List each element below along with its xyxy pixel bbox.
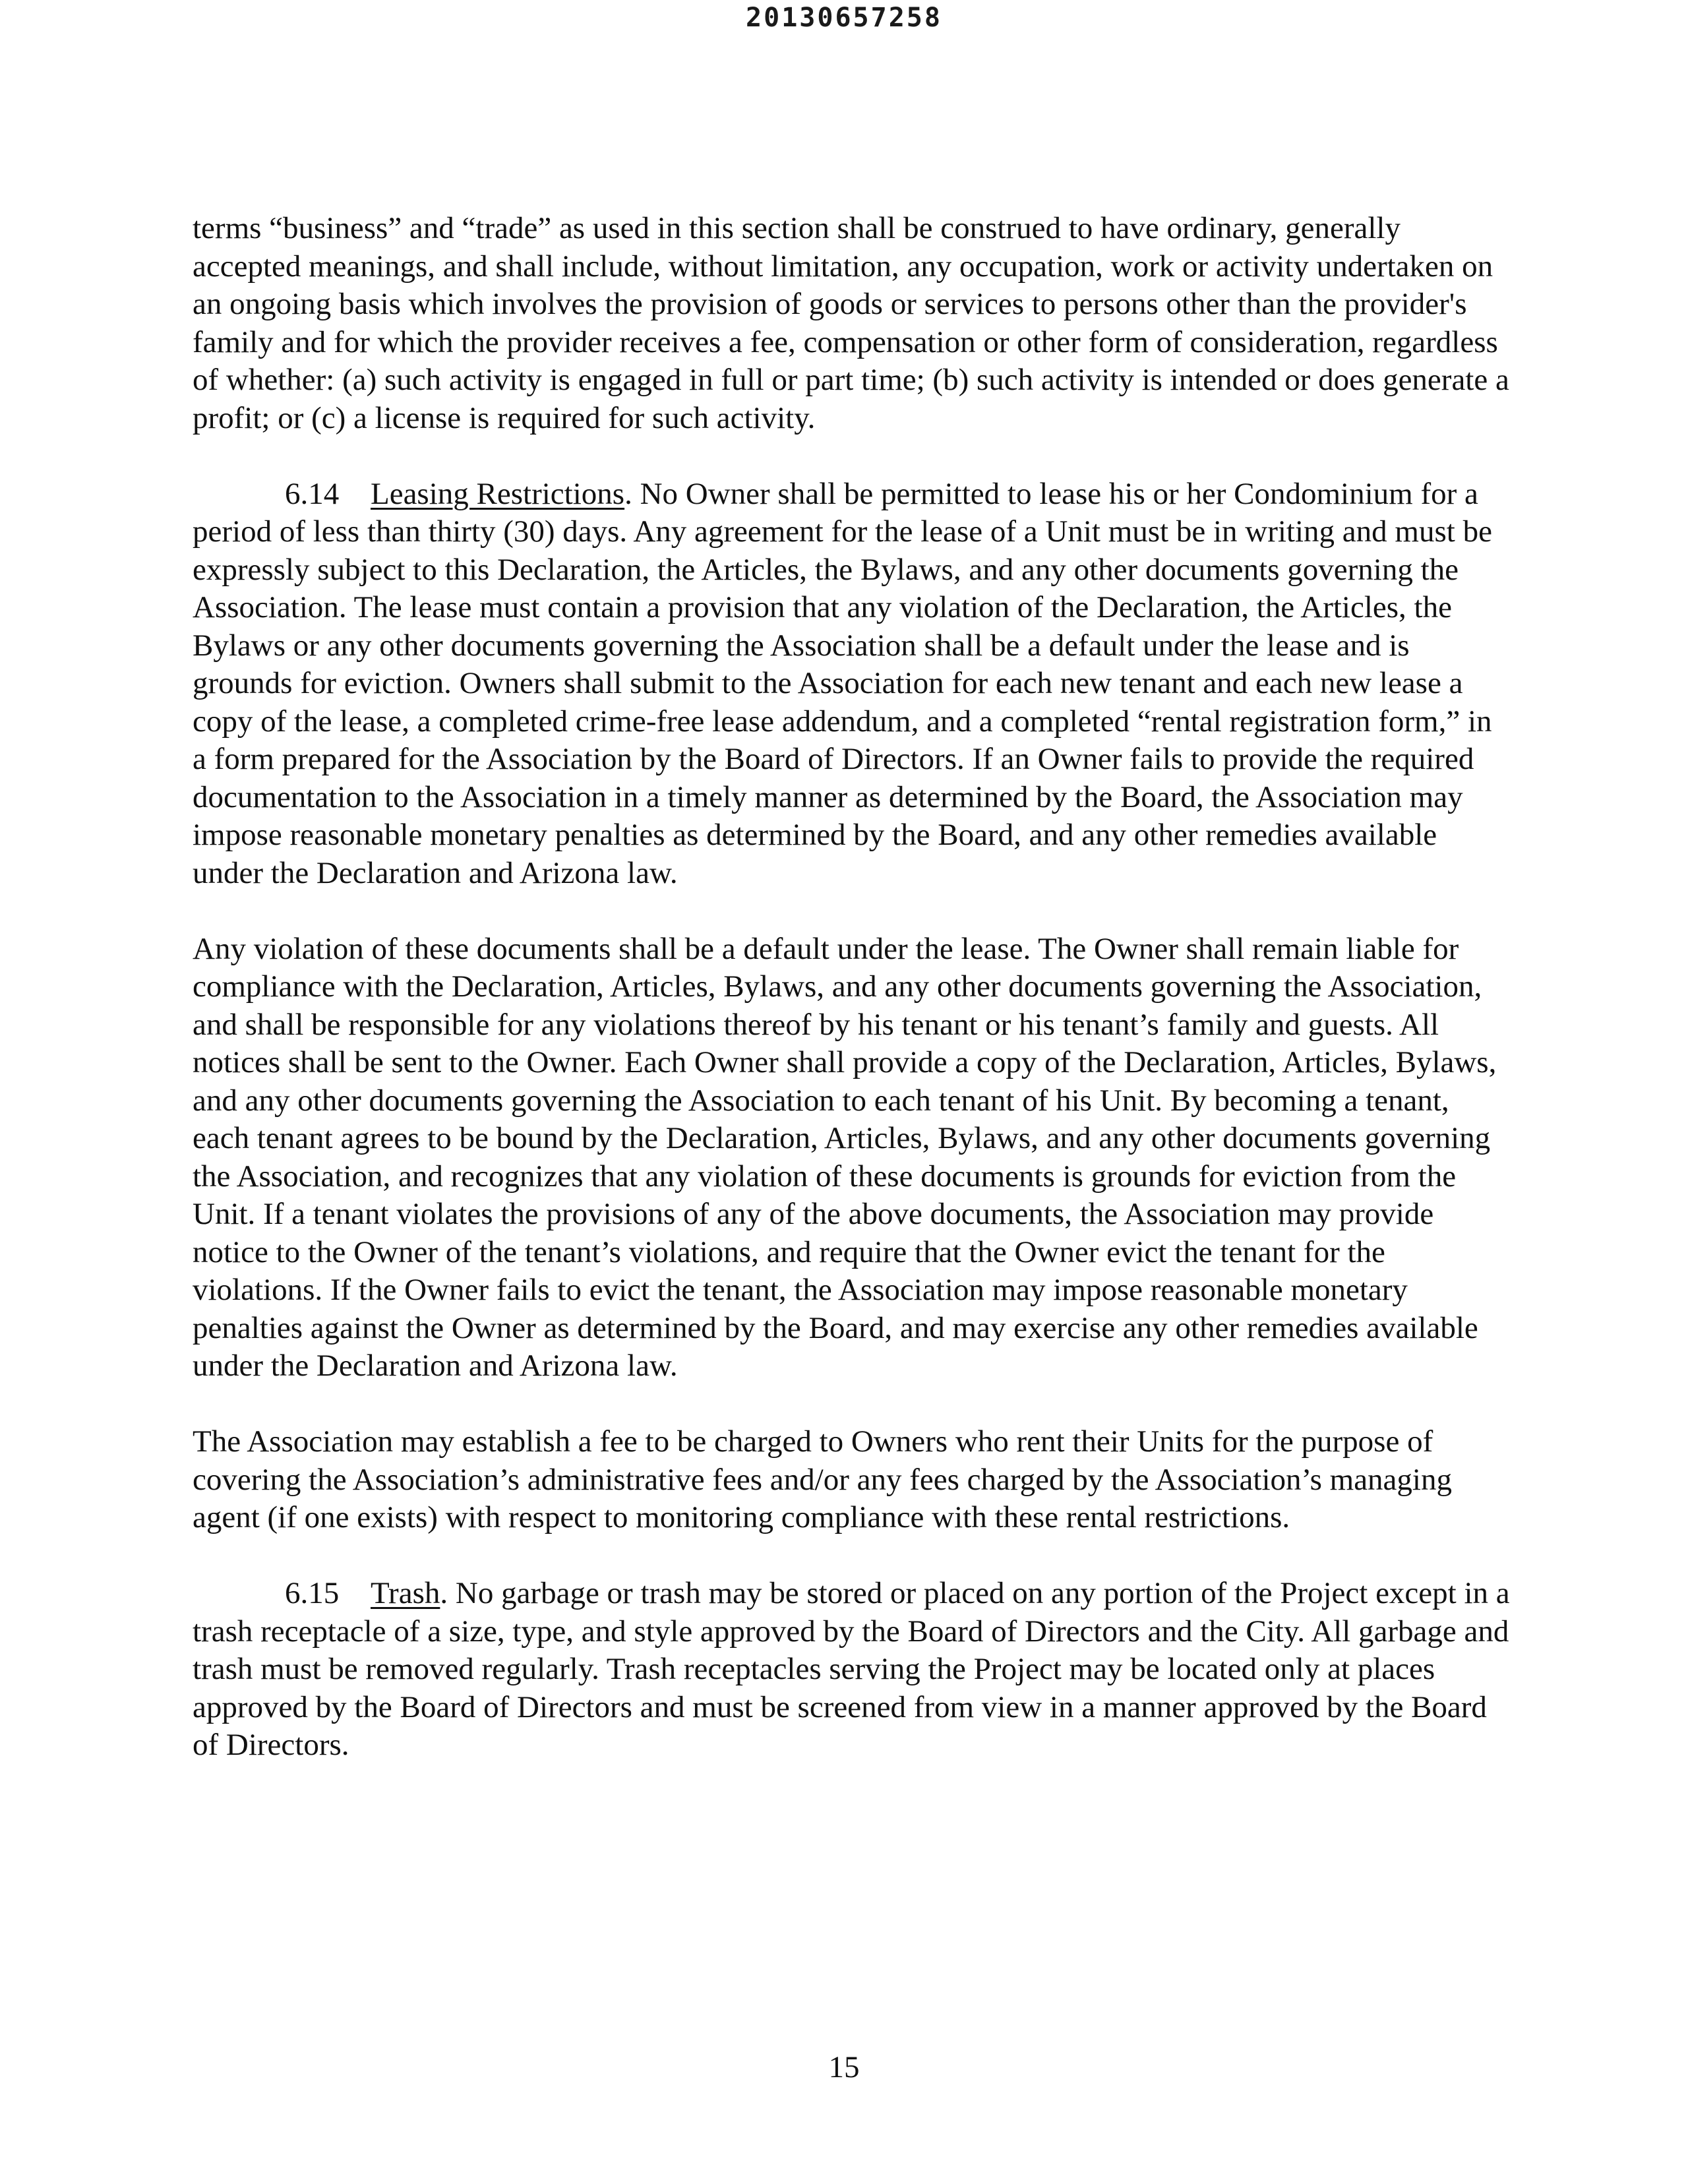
paragraph-lease-violations: Any violation of these documents shall be a default under the lease. The Owner shall remain liable for compliance with the Declaration, Articles, Bylaws, and any other documents governing the Association, and shall be responsible for any violations thereof by his tenant or his tenant’s family and guests. All notices shall be sent to the Owner. Each Owner shall provide a copy of the Declaration, Articles, Bylaws, and any other documents governing the Association to each tenant of his Unit. By becoming a tenant, each tenant agrees to be bound by the Declaration, Articles, Bylaws, and any other documents governing the Association, and recognizes that any violation of these documents is grounds for eviction from the Unit. If a tenant violates the provisions of any of the above documents, the Association may provide notice to the Owner of the tenant’s violations, and require that the Owner evict the tenant for the violations. If the Owner fails to evict the tenant, the Association may impose reasonable monetary penalties against the Owner as determined by the Board, and may exercise any other remedies available under the Declaration and Arizona law.	[193, 931, 1497, 1383]
section-body: . No garbage or trash may be stored or placed on any portion of the Project except in a trash receptacle of a size, type, and style approved by the Board of Directors and the City. All garbage and trash must be removed regularly. Trash receptacles serving the Project may be located only at places approved by the Board of Directors and must be screened from view in a manner approved by the Board of Directors.	[193, 1576, 1510, 1762]
paragraph-rental-fee: The Association may establish a fee to be charged to Owners who rent their Units for the purpose of covering the Association’s administrative fees and/or any fees charged by the Association’s managing agent (if one exists) with respect to monitoring compliance with these rental restrictions.	[193, 1424, 1452, 1534]
recording-number: 20130657258	[746, 3, 942, 33]
section-number: 6.14	[285, 476, 340, 511]
section-6-15	[193, 1575, 1511, 1765]
document-body	[193, 210, 1511, 1765]
section-6-14	[193, 475, 1511, 893]
section-title-leasing-restrictions: Leasing Restrictions	[371, 476, 625, 511]
section-title-trash: Trash	[371, 1576, 440, 1610]
section-body: . No Owner shall be permitted to lease his or her Condominium for a period of less than thirty (30) days. Any agreement for the lease of a Unit must be in writing and must be expressly subject to this Declaration, the Articles, the Bylaws, and any other documents governing the Association. The lease must contain a provision that any violation of the Declaration, the Articles, the Bylaws or any other documents governing the Association shall be a default under the lease and is grounds for eviction. Owners shall submit to the Association for each new tenant and each new lease a copy of the lease, a completed crime-free lease addendum, and a completed “rental registration form,” in a form prepared for the Association by the Board of Directors. If an Owner fails to provide the required documentation to the Association in a timely manner as determined by the Board, the Association may impose reasonable monetary penalties as determined by the Board, and any other remedies available under the Declaration and Arizona law.	[193, 476, 1492, 890]
page-number: 15	[828, 2050, 860, 2084]
paragraph-business-definition: terms “business” and “trade” as used in this section shall be construed to have ordinary, generally accepted meanings, and shall include, without limitation, any occupation, work or activity undertaken on an ongoing basis which involves the provision of goods or services to persons other than the provider's family and for which the provider receives a fee, compensation or other form of consideration, regardless of whether: (a) such activity is engaged in full or part time; (b) such activity is intended or does generate a profit; or (c) a license is required for such activity.	[193, 211, 1509, 435]
section-number: 6.15	[285, 1576, 340, 1610]
